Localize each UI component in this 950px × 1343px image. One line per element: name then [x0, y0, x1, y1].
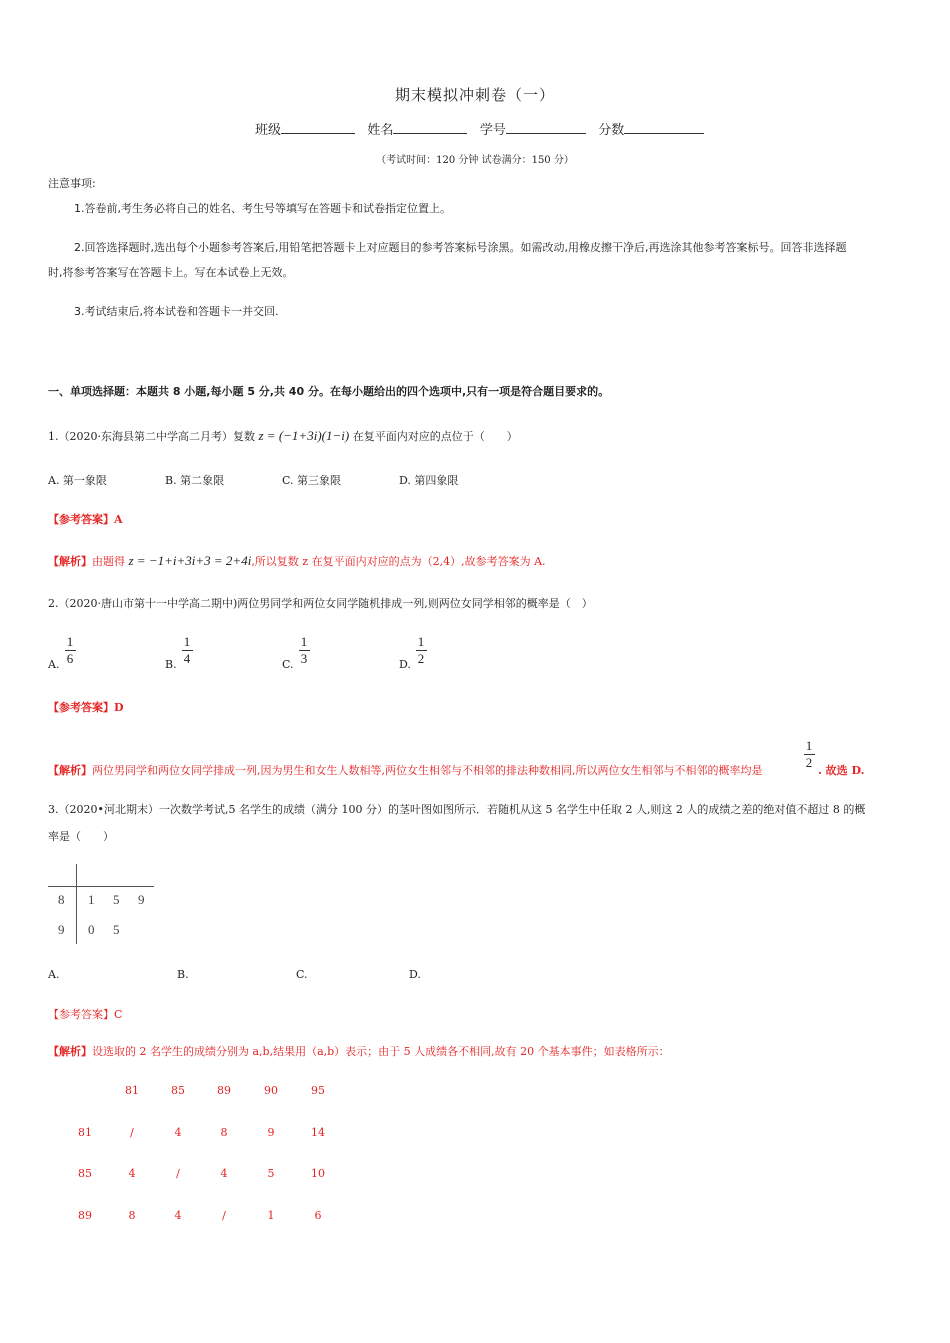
q1-option-b: B. 第二象限: [165, 474, 225, 487]
stem-8: 8: [58, 892, 65, 907]
fraction-numerator: 1: [805, 738, 813, 753]
table-cell: 10: [311, 1167, 325, 1180]
q3-option-d: D.: [409, 968, 421, 981]
exam-info: （考试时间：120 分钟 试卷满分：150 分）: [376, 155, 574, 166]
table-cell: 81: [78, 1126, 92, 1139]
table-cell: 9: [267, 1126, 275, 1139]
fraction-denominator: 2: [805, 755, 813, 770]
table-cell: 89: [78, 1209, 92, 1222]
q2-option-a-fraction: [63, 635, 77, 666]
q3-answer: 【参考答案】C: [48, 1008, 123, 1021]
q1-analysis-label: 【解析】: [48, 555, 92, 568]
stem-9: 9: [58, 922, 65, 937]
fraction-numerator: 1: [66, 634, 74, 649]
table-cell: 8: [128, 1209, 136, 1222]
table-cell: 4: [220, 1167, 228, 1180]
class-blank[interactable]: [281, 121, 355, 134]
fraction-numerator: 1: [417, 634, 425, 649]
q3-option-a: A.: [48, 968, 60, 981]
table-cell: 1: [267, 1209, 275, 1222]
q1-prefix: 1.（2020·东海县第二中学高二月考）复数: [48, 430, 255, 443]
note-item-2: 2.回答选择题时,选出每个小题参考答案后,用铅笔把答题卡上对应题目的参考答案标号涂黑。如需改动,用橡皮擦干净后,再选涂其他参考答案标号。回答非选择题: [74, 241, 847, 254]
q1-analysis-post: ,所以复数 z 在复平面内对应的点为（2,4）,故参考答案为 A.: [251, 555, 546, 568]
q1-analysis: [48, 553, 546, 569]
name-label: 姓名: [367, 123, 394, 138]
fraction-denominator: 3: [300, 651, 308, 666]
leaf: 0: [88, 922, 95, 937]
table-cell: /: [130, 1126, 134, 1139]
q2-option-d-fraction: [414, 635, 428, 666]
class-label: 班级: [255, 123, 282, 138]
q2-option-d-label: D.: [399, 658, 411, 671]
table-cell: 85: [78, 1167, 92, 1180]
table-cell: 14: [311, 1126, 325, 1139]
note-item-3: 3.考试结束后,将本试卷和答题卡一并交回.: [74, 305, 279, 318]
leaf: 9: [138, 892, 145, 907]
q3-analysis-text: 设选取的 2 名学生的成绩分别为 a,b,结果用（a,b）表示；由于 5 人成绩各不相同,故有 20 个基本事件；如表格所示：: [92, 1045, 670, 1058]
q2-analysis: [48, 762, 763, 778]
q1-analysis-formula: z = −1+i+3i+3 = 2+4i: [128, 553, 252, 568]
table-header-cell: 85: [171, 1084, 185, 1097]
score-blank[interactable]: [624, 121, 704, 134]
q1-option-c: C. 第三象限: [282, 474, 342, 487]
question-1: [48, 428, 518, 444]
number-blank[interactable]: [506, 121, 586, 134]
q2-analysis-end: . 故选 D.: [818, 764, 865, 777]
fraction-denominator: 6: [66, 651, 74, 666]
leaf: 5: [113, 922, 120, 937]
q3-option-c: C.: [296, 968, 308, 981]
q3-analysis: [48, 1043, 670, 1059]
q2-option-b-fraction: [180, 635, 194, 666]
q2-answer: 【参考答案】D: [48, 701, 124, 714]
fraction-numerator: 1: [183, 634, 191, 649]
q1-suffix: 在复平面内对应的点位于（ ）: [352, 430, 518, 443]
note-item-1: 1.答卷前,考生务必将自己的姓名、考生号等填写在答题卡和试卷指定位置上。: [74, 202, 451, 215]
fraction-numerator: 1: [300, 634, 308, 649]
table-header-cell: 81: [125, 1084, 139, 1097]
table-cell: /: [176, 1167, 180, 1180]
number-label: 学号: [479, 123, 506, 138]
leaf: 5: [113, 892, 120, 907]
leaf: 1: [88, 892, 95, 907]
table-cell: 4: [128, 1167, 136, 1180]
table-cell: 4: [174, 1126, 182, 1139]
table-header-cell: 95: [311, 1084, 325, 1097]
q3-option-b: B.: [177, 968, 189, 981]
table-header-cell: 90: [264, 1084, 278, 1097]
table-cell: 8: [220, 1126, 228, 1139]
q1-answer: 【参考答案】A: [48, 513, 123, 526]
section-heading: 一、单项选择题：本题共 8 小题,每小题 5 分,共 40 分。在每小题给出的四个选项中,只有一项是符合题目要求的。: [48, 385, 610, 398]
q1-option-d: D. 第四象限: [399, 474, 459, 487]
question-3-line2: 率是（ ）: [48, 830, 114, 843]
fraction-denominator: 2: [417, 651, 425, 666]
table-header-cell: 89: [217, 1084, 231, 1097]
fraction-denominator: 4: [183, 651, 191, 666]
q2-analysis-text: 两位男同学和两位女同学排成一列,因为男生和女生人数相等,两位女生相邻与不相邻的排法种数相同,所以两位女生相邻与不相邻的概率均是: [92, 764, 763, 777]
table-cell: 6: [314, 1209, 322, 1222]
table-cell: 5: [267, 1167, 275, 1180]
page-title: 期末模拟冲刺卷（一）: [394, 86, 555, 104]
score-label: 分数: [598, 123, 625, 138]
table-cell: /: [222, 1209, 226, 1222]
q2-analysis-label: 【解析】: [48, 764, 92, 777]
q2-option-c-fraction: [297, 635, 311, 666]
question-2: 2.（2020·唐山市第十一中学高二期中)两位男同学和两位女同学随机排成一列,则两位女同学相邻的概率是（ ）: [48, 597, 593, 610]
question-3-line1: 3.（2020•河北期末）一次数学考试,5 名学生的成绩（满分 100 分）的茎叶图如图所示．若随机从这 5 名学生中任取 2 人,则这 2 人的成绩之差的绝对值不超过 8 的概: [48, 803, 866, 816]
q1-analysis-pre: 由题得: [92, 555, 125, 568]
student-info-fields: [255, 119, 704, 138]
q2-analysis-fraction: [802, 739, 816, 770]
q2-option-b-label: B.: [165, 658, 177, 671]
q1-formula: z = (−1+3i)(1−i): [258, 428, 350, 443]
q3-analysis-label: 【解析】: [48, 1045, 92, 1058]
name-blank[interactable]: [393, 121, 467, 134]
difference-table: [0, 1080, 950, 1230]
notes-heading: 注意事项:: [48, 177, 96, 190]
q2-option-a-label: A.: [48, 658, 60, 671]
q1-option-a: A. 第一象限: [48, 474, 107, 487]
note-item-2-cont: 时,将参考答案写在答题卡上。写在本试卷上无效。: [48, 266, 294, 279]
q2-option-c-label: C.: [282, 658, 294, 671]
stem-leaf-plot: [48, 864, 158, 944]
table-cell: 4: [174, 1209, 182, 1222]
